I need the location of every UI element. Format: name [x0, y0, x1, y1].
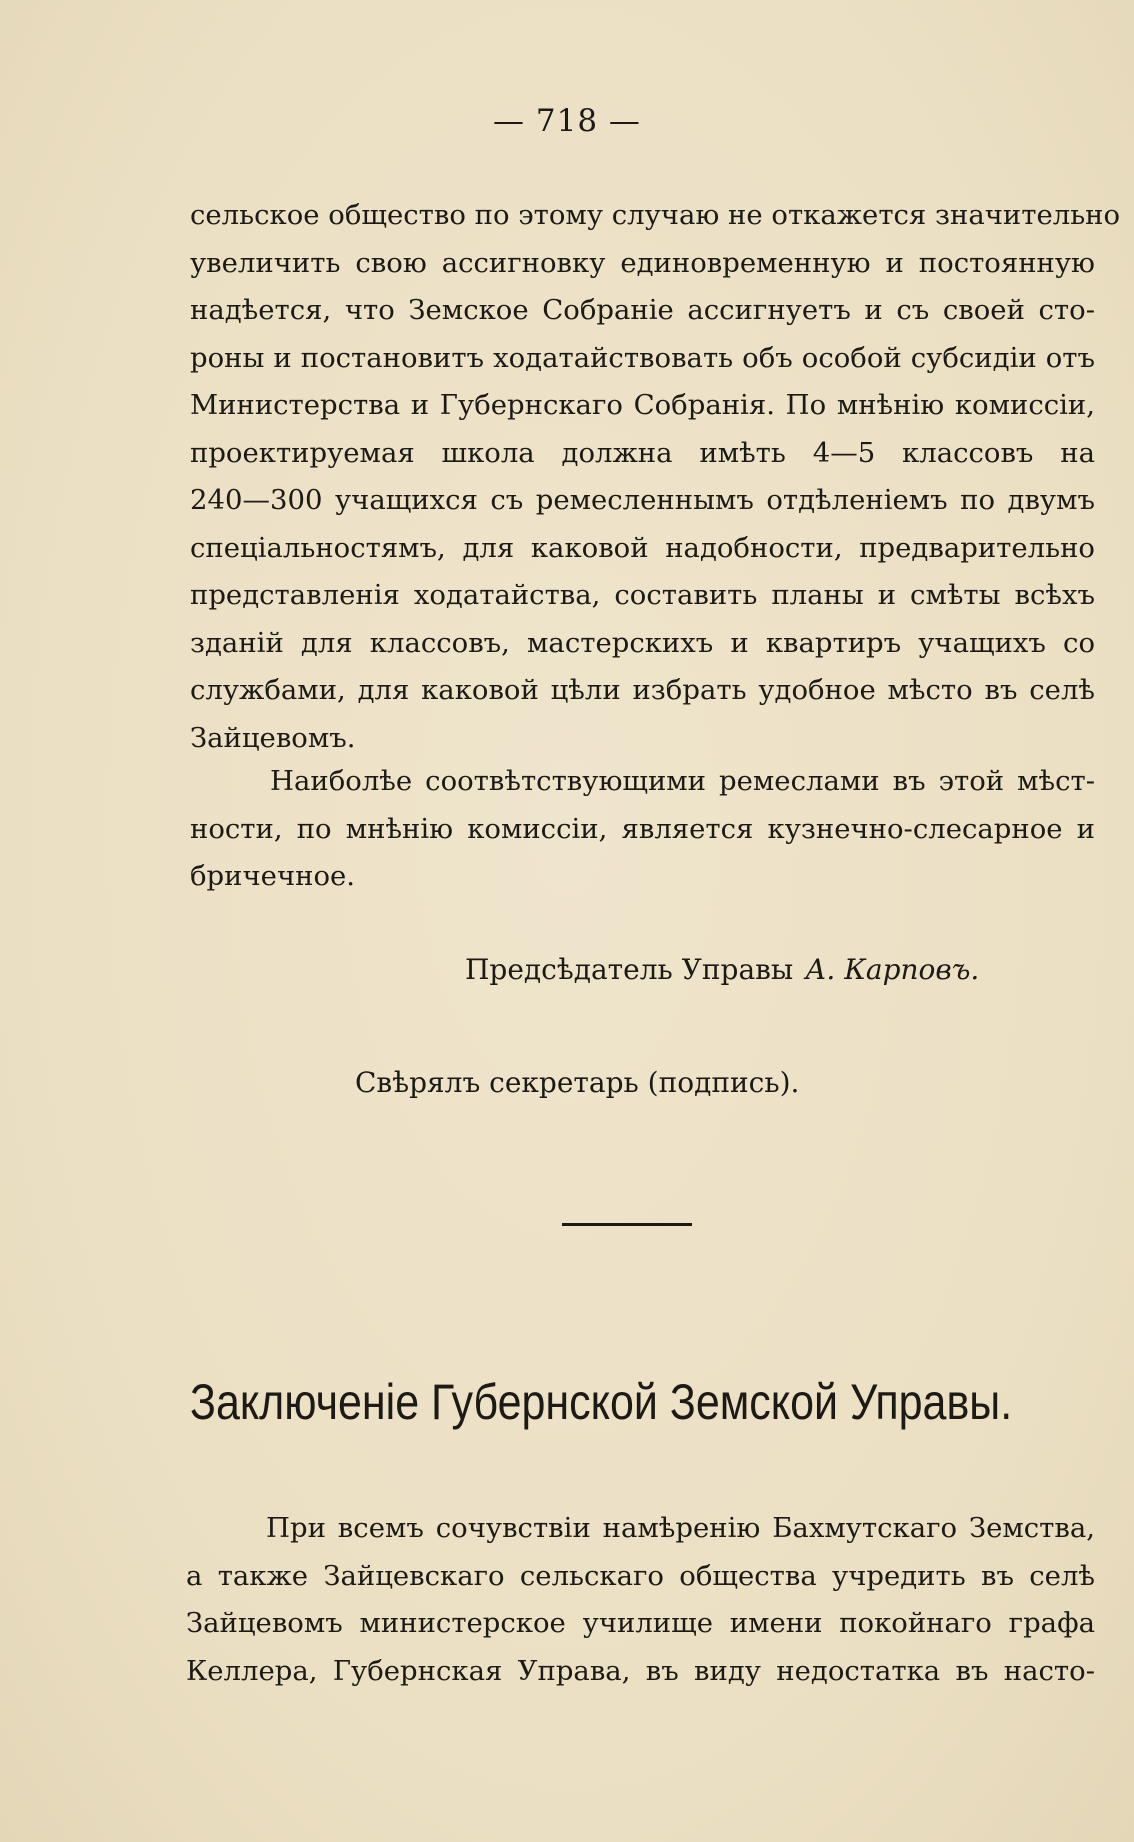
section-heading: Заключеніе Губернской Земской Управы.	[190, 1374, 1013, 1430]
section-divider	[562, 1223, 692, 1226]
text-line: ности, по мнѣнію комиссіи, является кузнечно-слесарное и	[190, 812, 1095, 845]
paragraph-commission-opinion	[190, 192, 1121, 762]
text-line: 240—300 учащихся съ ремесленнымъ отдѣленіемъ по двумъ	[190, 484, 1095, 516]
text-line: бричечное.	[190, 860, 356, 892]
text-line: представленія ходатайства, составить планы и смѣты всѣхъ	[190, 579, 1095, 611]
text-line: Зайцевомъ.	[190, 721, 356, 754]
text-line: сельское общество по этому случаю не откажется значительно	[190, 199, 1121, 231]
page-number: — 718 —	[493, 103, 641, 139]
text-line: зданій для классовъ, мастерскихъ и квартиръ учащихъ со	[190, 626, 1095, 659]
text-line: При всемъ сочувствіи намѣренію Бахмутскаго Земства,	[266, 1512, 1095, 1544]
signature-title: Предсѣдатель Управы	[465, 953, 794, 986]
text-line: спеціальностямъ, для каковой надобности, предварительно	[190, 531, 1095, 564]
text-line: Министерства и Губернскаго Собранія. По мнѣнію комиссіи,	[190, 389, 1095, 421]
text-line: Келлера, Губернская Управа, въ виду недостатка въ насто-	[186, 1654, 1095, 1687]
text-line: а также Зайцевскаго сельскаго общества учредить въ селѣ	[186, 1559, 1095, 1592]
text-line: Зайцевомъ министерское училище имени покойнаго графа	[186, 1607, 1095, 1639]
paragraph-conclusion	[186, 1505, 1095, 1695]
paragraph-crafts	[190, 758, 1095, 901]
text-line: увеличить свою ассигновку единовременную и постоянную	[190, 246, 1095, 279]
text-line: проектируемая школа должна имѣть 4—5 классовъ на	[190, 436, 1095, 469]
text-line: Наиболѣе соотвѣтствующими ремеслами въ этой мѣст-	[270, 765, 1095, 797]
signature-line	[465, 953, 979, 986]
text-line: надѣется, что Земское Собраніе ассигнуетъ и съ своей сто-	[190, 294, 1095, 326]
verification-note: Свѣрялъ секретарь (подпись).	[355, 1066, 800, 1099]
signature-name: А. Карповъ.	[805, 953, 980, 986]
text-line: роны и постановитъ ходатайствовать объ особой субсидіи отъ	[190, 341, 1095, 374]
text-line: службами, для каковой цѣли избрать удобное мѣсто въ селѣ	[190, 674, 1095, 706]
